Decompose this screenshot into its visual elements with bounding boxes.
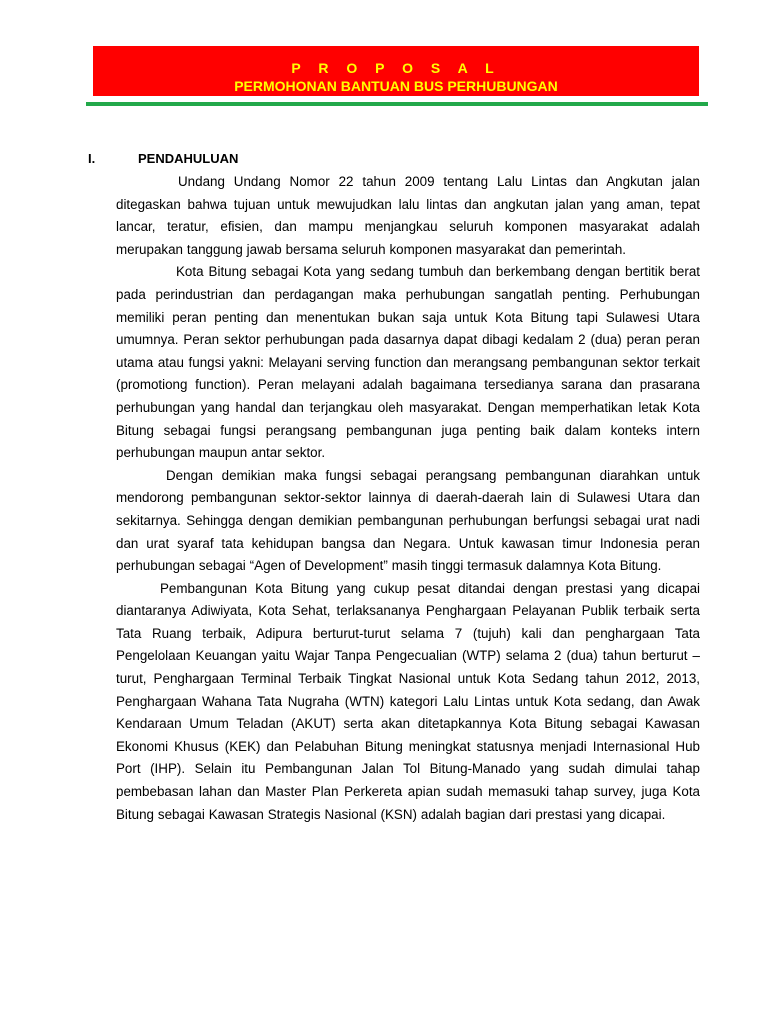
proposal-header-banner [93, 46, 699, 96]
paragraph-4: Pembangunan Kota Bitung yang cukup pesat ditandai dengan prestasi yang dicapai diantaranya Adiwiyata, Kota Sehat, terlaksananya Penghargaan Pelayanan Publik terbaik serta Tata Ruang terbaik, Adipura berturut-turut selama 7 (tujuh) kali dan penghargaan Tata Pengelolaan Keuangan yaitu Wajar Tanpa Pengecualian (WTP) selama 2 (dua) tahun berturut – turut, Penghargaan Terminal Terbaik Tingkat Nasional untuk Kota Sedang tahun 2012, 2013, Penghargaan Wahana Tata Nugraha (WTN) kategori Lalu Lintas untuk Kota sedang, dan Awak Kendaraan Umum Teladan (AKUT) serta akan ditetapkannya Kota Bitung sebagai Kawasan Ekonomi Khusus (KEK) dan Pelabuhan Bitung meningkat statusnya menjadi Internasional Hub Port (IHP). Selain itu Pembangunan Jalan Tol Bitung-Manado yang sudah dimulai tahap pembebasan lahan dan Master Plan Perkereta apian sudah memasuki tahap survey, juga Kota Bitung sebagai Kawasan Strategis Nasional (KSN) adalah bagian dari prestasi yang dicapai. [116, 580, 700, 822]
header-subtitle: PERMOHONAN BANTUAN BUS PERHUBUNGAN [234, 78, 558, 94]
section-title: PENDAHULUAN [138, 151, 239, 166]
paragraph-3: Dengan demikian maka fungsi sebagai perangsang pembangunan diarahkan untuk mendorong pembangunan sektor-sektor lainnya di daerah-daerah lain di Sulawesi Utara dan sekitarnya. Sehingga dengan demikian pembangunan perhubungan berfungsi sebagai urat nadi dan urat syaraf tata kehidupan bangsa dan Negara. Untuk kawasan timur Indonesia peran perhubungan sebagai “Agen of Development” masih tinggi termasuk dalamnya Kota Bitung. [116, 467, 700, 574]
section-heading [88, 151, 238, 167]
paragraph-2: Kota Bitung sebagai Kota yang sedang tumbuh dan berkembang dengan bertitik berat pada perindustrian dan perdagangan maka perhubungan sangatlah penting. Perhubungan memiliki peran penting dan menentukan bukan saja untuk Kota Bitung tapi Sulawesi Utara umumnya. Peran sektor perhubungan pada dasarnya dapat dibagi kedalam 2 (dua) peran peran utama atau fungsi yakni: Melayani serving function dan merangsang pembangunan sektor terkait (promotiong function). Peran melayani adalah bagaimana tersedianya sarana dan prasarana perhubungan yang handal dan terjangkau oleh masyarakat. Dengan memperhatikan letak Kota Bitung sebagai fungsi perangsang pembangunan juga penting baik dalam konteks intern perhubungan maupun antar sektor. [116, 264, 700, 461]
section-number: I. [88, 151, 96, 166]
section-body [116, 171, 700, 826]
header-title: P R O P O S A L [291, 60, 501, 76]
header-divider [86, 102, 708, 106]
paragraph-1: Undang Undang Nomor 22 tahun 2009 tentang Lalu Lintas dan Angkutan jalan ditegaskan bahwa tujuan untuk mewujudkan lalu lintas dan angkutan jalan yang aman, tepat lancar, teratur, efisien, dan mampu menjangkau seluruh komponen masyarakat adalah merupakan tanggung jawab bersama seluruh komponen masyarakat dan pemerintah. [116, 174, 700, 257]
